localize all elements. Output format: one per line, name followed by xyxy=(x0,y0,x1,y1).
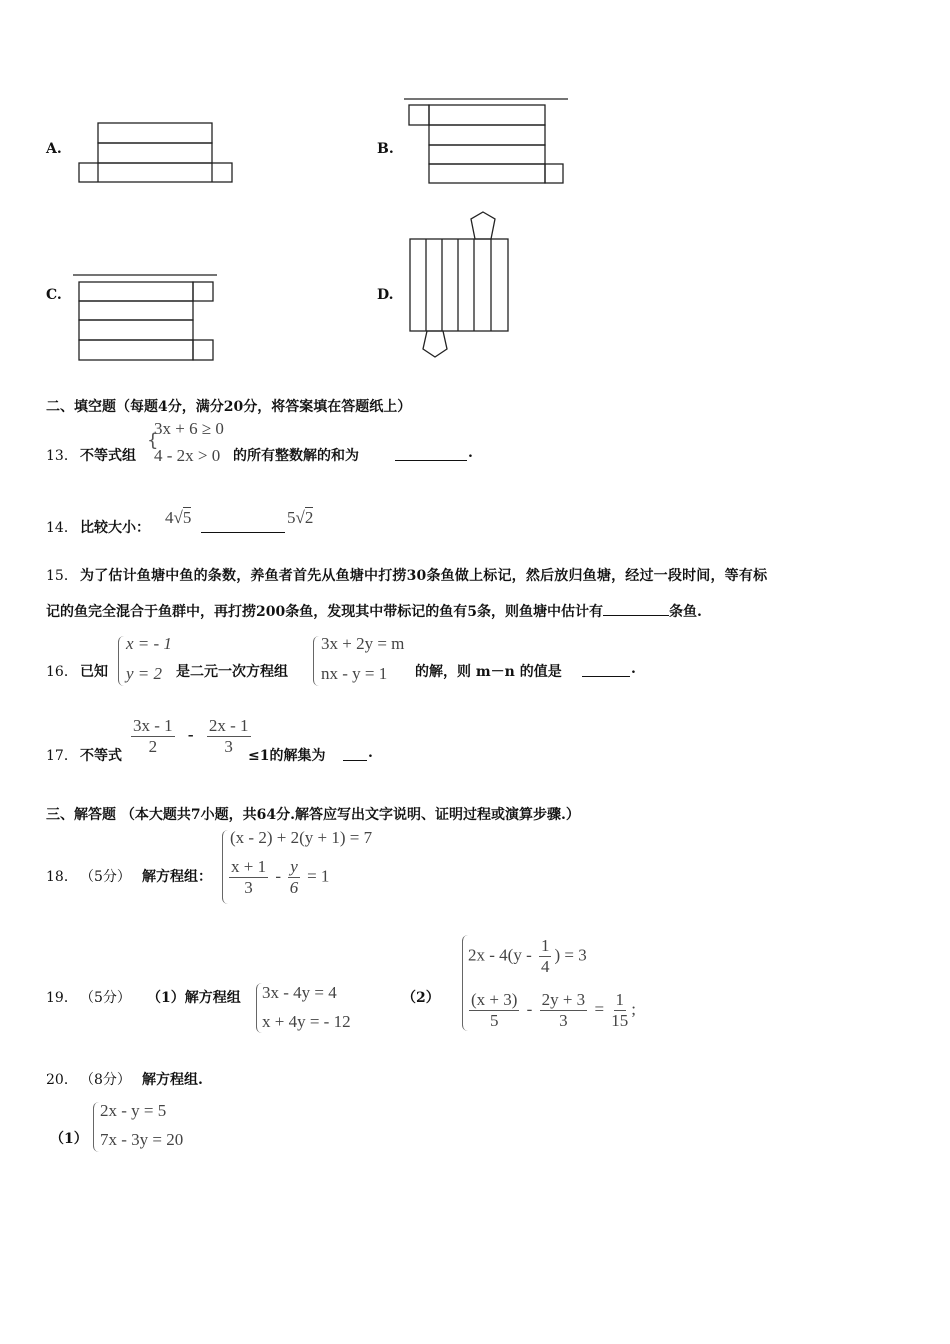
q14-answer-blank[interactable] xyxy=(201,518,285,533)
q18-eq2 xyxy=(226,857,329,898)
q19-p2-fraction-3 xyxy=(611,990,628,1031)
q17-expression xyxy=(128,716,254,757)
q17-lead: 不等式 xyxy=(80,748,122,764)
q16-sol2: y = 2 xyxy=(126,664,163,683)
q14-left-value xyxy=(165,508,191,528)
q19-p2-f3d: 15 xyxy=(611,1011,629,1030)
q14-left-radicand: 5 xyxy=(182,508,192,527)
q18-rhs: = 1 xyxy=(307,866,330,886)
q15-line2-text: 记的鱼完全混合于鱼群中，再打捞200条鱼，发现其中带标记的鱼有5条，则鱼塘中估计有 xyxy=(46,604,603,620)
option-a-figure xyxy=(76,120,236,186)
q19-p2-fraction-1 xyxy=(469,990,519,1031)
q17-minus: - xyxy=(187,725,194,745)
q19-part1-lead: （1）解方程组 xyxy=(147,990,241,1006)
option-b-label: B. xyxy=(377,141,394,157)
q13-tail: 的所有整数解的和为 xyxy=(233,448,359,464)
q17-tail: ≤1的解集为 xyxy=(248,748,326,764)
q13-answer-blank[interactable] xyxy=(395,446,467,461)
q19-p2-f1d: 5 xyxy=(489,1011,499,1030)
q13-eq2: 4 - 2x > 0 xyxy=(154,446,221,465)
section-3-title: 三、解答题 （本大题共7小题，共64分.解答应写出文字说明、证明过程或演算步骤.） xyxy=(46,807,580,823)
sqrt-icon: √ xyxy=(295,508,305,527)
q20-points: （8分） xyxy=(80,1072,131,1088)
q17-f2-num: 2x - 1 xyxy=(208,716,249,735)
q20-lead: 解方程组. xyxy=(142,1072,203,1088)
q16-answer-blank[interactable] xyxy=(582,662,630,677)
q14-left-coef: 4 xyxy=(165,508,174,527)
option-c-figure xyxy=(70,270,222,364)
q19-p2-minus: - xyxy=(526,999,533,1019)
q19-p2-f2n: 2y + 3 xyxy=(541,990,586,1009)
q19-part2-lead: （2） xyxy=(402,990,440,1006)
q16-mid: 是二元一次方程组 xyxy=(176,664,288,680)
q17-f1-num: 3x - 1 xyxy=(133,716,173,735)
option-c-label: C. xyxy=(46,287,62,303)
q19-p2-eq1-fd: 4 xyxy=(540,957,550,976)
q16-sol1: x = - 1 xyxy=(126,634,172,653)
q17-fraction-1 xyxy=(131,716,175,757)
q16-eq1: 3x + 2y = m xyxy=(321,634,405,653)
q13-lead: 不等式组 xyxy=(80,448,136,464)
q18-lead: 解方程组： xyxy=(142,869,212,885)
q15-line1: 为了估计鱼塘中鱼的条数，养鱼者首先从鱼塘中打捞30条鱼做上标记，然后放归鱼塘，经过一段时间，等有标 xyxy=(80,568,768,584)
q16-lead: 已知 xyxy=(80,664,108,680)
q14-right-value xyxy=(287,508,313,528)
q18-minus: - xyxy=(275,866,282,886)
q19-p2-equals: = xyxy=(594,999,605,1019)
q19-part2-eq1 xyxy=(468,936,587,977)
q13-end: . xyxy=(468,445,473,461)
q14-right-radicand: 2 xyxy=(304,508,314,527)
q19-part2-eq2 xyxy=(466,990,636,1031)
q18-f1-num: x + 1 xyxy=(231,857,267,876)
q18-fraction-1 xyxy=(229,857,268,898)
q20-part1-eq1: 2x - y = 5 xyxy=(100,1101,167,1120)
q17-end: . xyxy=(368,745,373,761)
q20-part1-brace xyxy=(93,1102,100,1152)
q17-fraction-2 xyxy=(207,716,251,757)
q19-p2-eq1-fn: 1 xyxy=(540,936,550,955)
q15-number: 15． xyxy=(46,568,78,584)
q19-p2-end: ; xyxy=(631,999,637,1019)
q15-line2 xyxy=(46,601,702,621)
q16-system-brace xyxy=(313,636,320,686)
q19-p2-f3n: 1 xyxy=(615,990,625,1009)
q16-end: . xyxy=(631,661,636,677)
q19-p2-eq1-left: 2x - 4(y - xyxy=(468,945,536,965)
option-d-label: D. xyxy=(377,287,394,303)
q13-brace: { xyxy=(147,430,159,451)
option-a-label: A. xyxy=(46,141,62,157)
q17-number: 17． xyxy=(46,748,78,764)
sqrt-icon: √ xyxy=(173,508,183,527)
q16-eq2: nx - y = 1 xyxy=(321,664,388,683)
q20-part1-eq2: 7x - 3y = 20 xyxy=(100,1130,184,1149)
q17-f1-den: 2 xyxy=(148,737,158,756)
q18-f1-den: 3 xyxy=(244,878,253,897)
q19-number: 19． xyxy=(46,990,78,1006)
q19-part1-eq1: 3x - 4y = 4 xyxy=(262,983,337,1002)
q19-p2-f1n: (x + 3) xyxy=(471,990,518,1009)
option-d-figure xyxy=(405,208,515,364)
q18-points: （5分） xyxy=(80,869,131,885)
q14-lead: 比较大小： xyxy=(80,520,150,536)
section-2-title: 二、填空题（每题4分，满分20分，将答案填在答题纸上） xyxy=(46,399,412,415)
q16-solution-brace xyxy=(118,636,125,686)
q17-f2-den: 3 xyxy=(224,737,233,756)
q20-part1-lead: （1） xyxy=(50,1131,88,1147)
q19-p2-eq1-fraction xyxy=(539,936,552,977)
q14-number: 14． xyxy=(46,520,78,536)
q18-f2-den: 6 xyxy=(289,878,299,897)
q18-fraction-2 xyxy=(288,857,300,898)
option-b-figure xyxy=(402,95,572,187)
q15-answer-blank[interactable] xyxy=(603,603,669,616)
q17-answer-blank[interactable] xyxy=(343,746,367,761)
q16-number: 16． xyxy=(46,664,78,680)
q16-tail: 的解，则 m－n 的值是 xyxy=(415,664,562,680)
q19-p2-fraction-2 xyxy=(540,990,588,1031)
q15-line2-end: 条鱼. xyxy=(668,604,702,620)
q13-eq1: 3x + 6 ≥ 0 xyxy=(154,419,224,438)
q19-p2-f2d: 3 xyxy=(559,1011,568,1030)
q19-part1-eq2: x + 4y = - 12 xyxy=(262,1012,351,1031)
q19-p2-eq1-right: ) = 3 xyxy=(554,945,587,965)
q19-points: （5分） xyxy=(80,990,131,1006)
q20-number: 20． xyxy=(46,1072,78,1088)
q18-number: 18． xyxy=(46,869,78,885)
q18-f2-num: y xyxy=(290,857,298,876)
q18-eq1: (x - 2) + 2(y + 1) = 7 xyxy=(230,828,373,847)
q13-number: 13． xyxy=(46,448,78,464)
q14-right-coef: 5 xyxy=(287,508,296,527)
